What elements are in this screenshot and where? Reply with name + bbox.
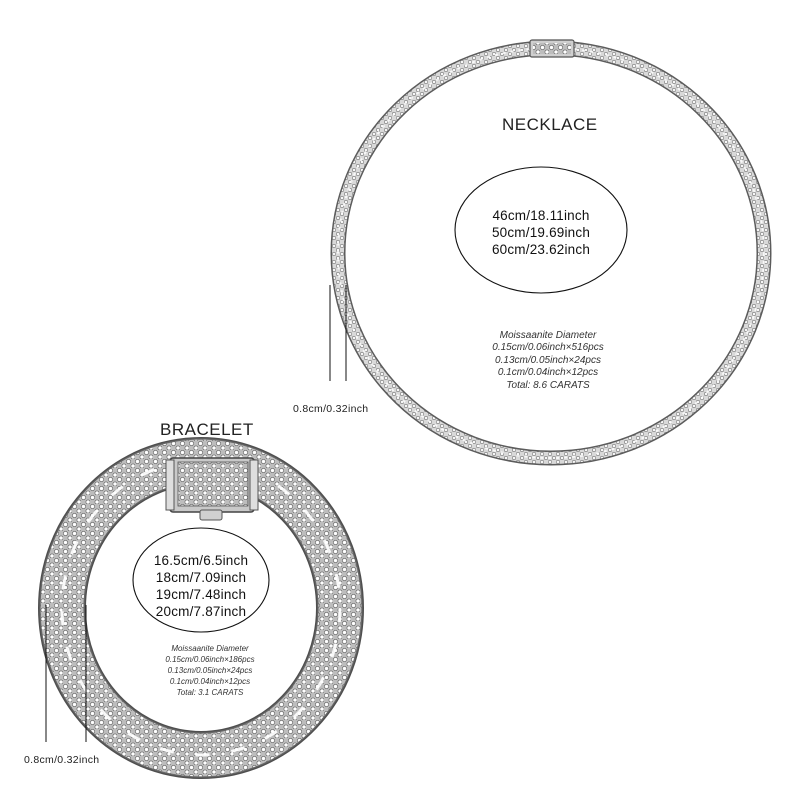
bracelet-spec-line: 0.15cm/0.06inch×186pcs [165,655,255,664]
necklace-size-list [465,207,617,258]
bracelet-size-3: 19cm/7.48inch [155,587,247,602]
bracelet-size-2: 18cm/7.09inch [155,570,247,585]
bracelet-size-list [138,552,264,620]
bracelet-size-1: 16.5cm/6.5inch [153,553,249,568]
necklace-size-3: 60cm/23.62inch [491,242,591,257]
clasp-icon [530,40,574,57]
necklace-size-1: 46cm/18.11inch [492,208,590,223]
bracelet-width-label: 0.8cm/0.32inch [24,754,100,766]
bracelet-spec-heading: Moissaanite Diameter [171,644,249,653]
necklace-size-2: 50cm/19.69inch [491,225,591,240]
bracelet-spec-line: 0.13cm/0.05inch×24pcs [167,666,253,675]
necklace-spec-total: Total: 8.6 CARATS [506,379,590,391]
bracelet-clasp-icon [166,458,258,520]
necklace-spec-line: 0.15cm/0.06inch×516pcs [492,342,604,354]
necklace-width-label: 0.8cm/0.32inch [293,403,369,415]
bracelet-specs [145,643,275,698]
necklace-title: NECKLACE [502,115,598,134]
bracelet-spec-line: 0.1cm/0.04inch×12pcs [169,677,251,686]
bracelet-size-4: 20cm/7.87inch [155,604,247,619]
necklace-spec-line: 0.13cm/0.05inch×24pcs [495,354,601,366]
bracelet-title: BRACELET [160,420,254,439]
necklace-spec-line: 0.1cm/0.04inch×12pcs [497,367,599,379]
necklace-specs [468,330,628,392]
bracelet-spec-total: Total: 3.1 CARATS [176,688,244,697]
necklace-spec-heading: Moissaanite Diameter [499,330,597,341]
